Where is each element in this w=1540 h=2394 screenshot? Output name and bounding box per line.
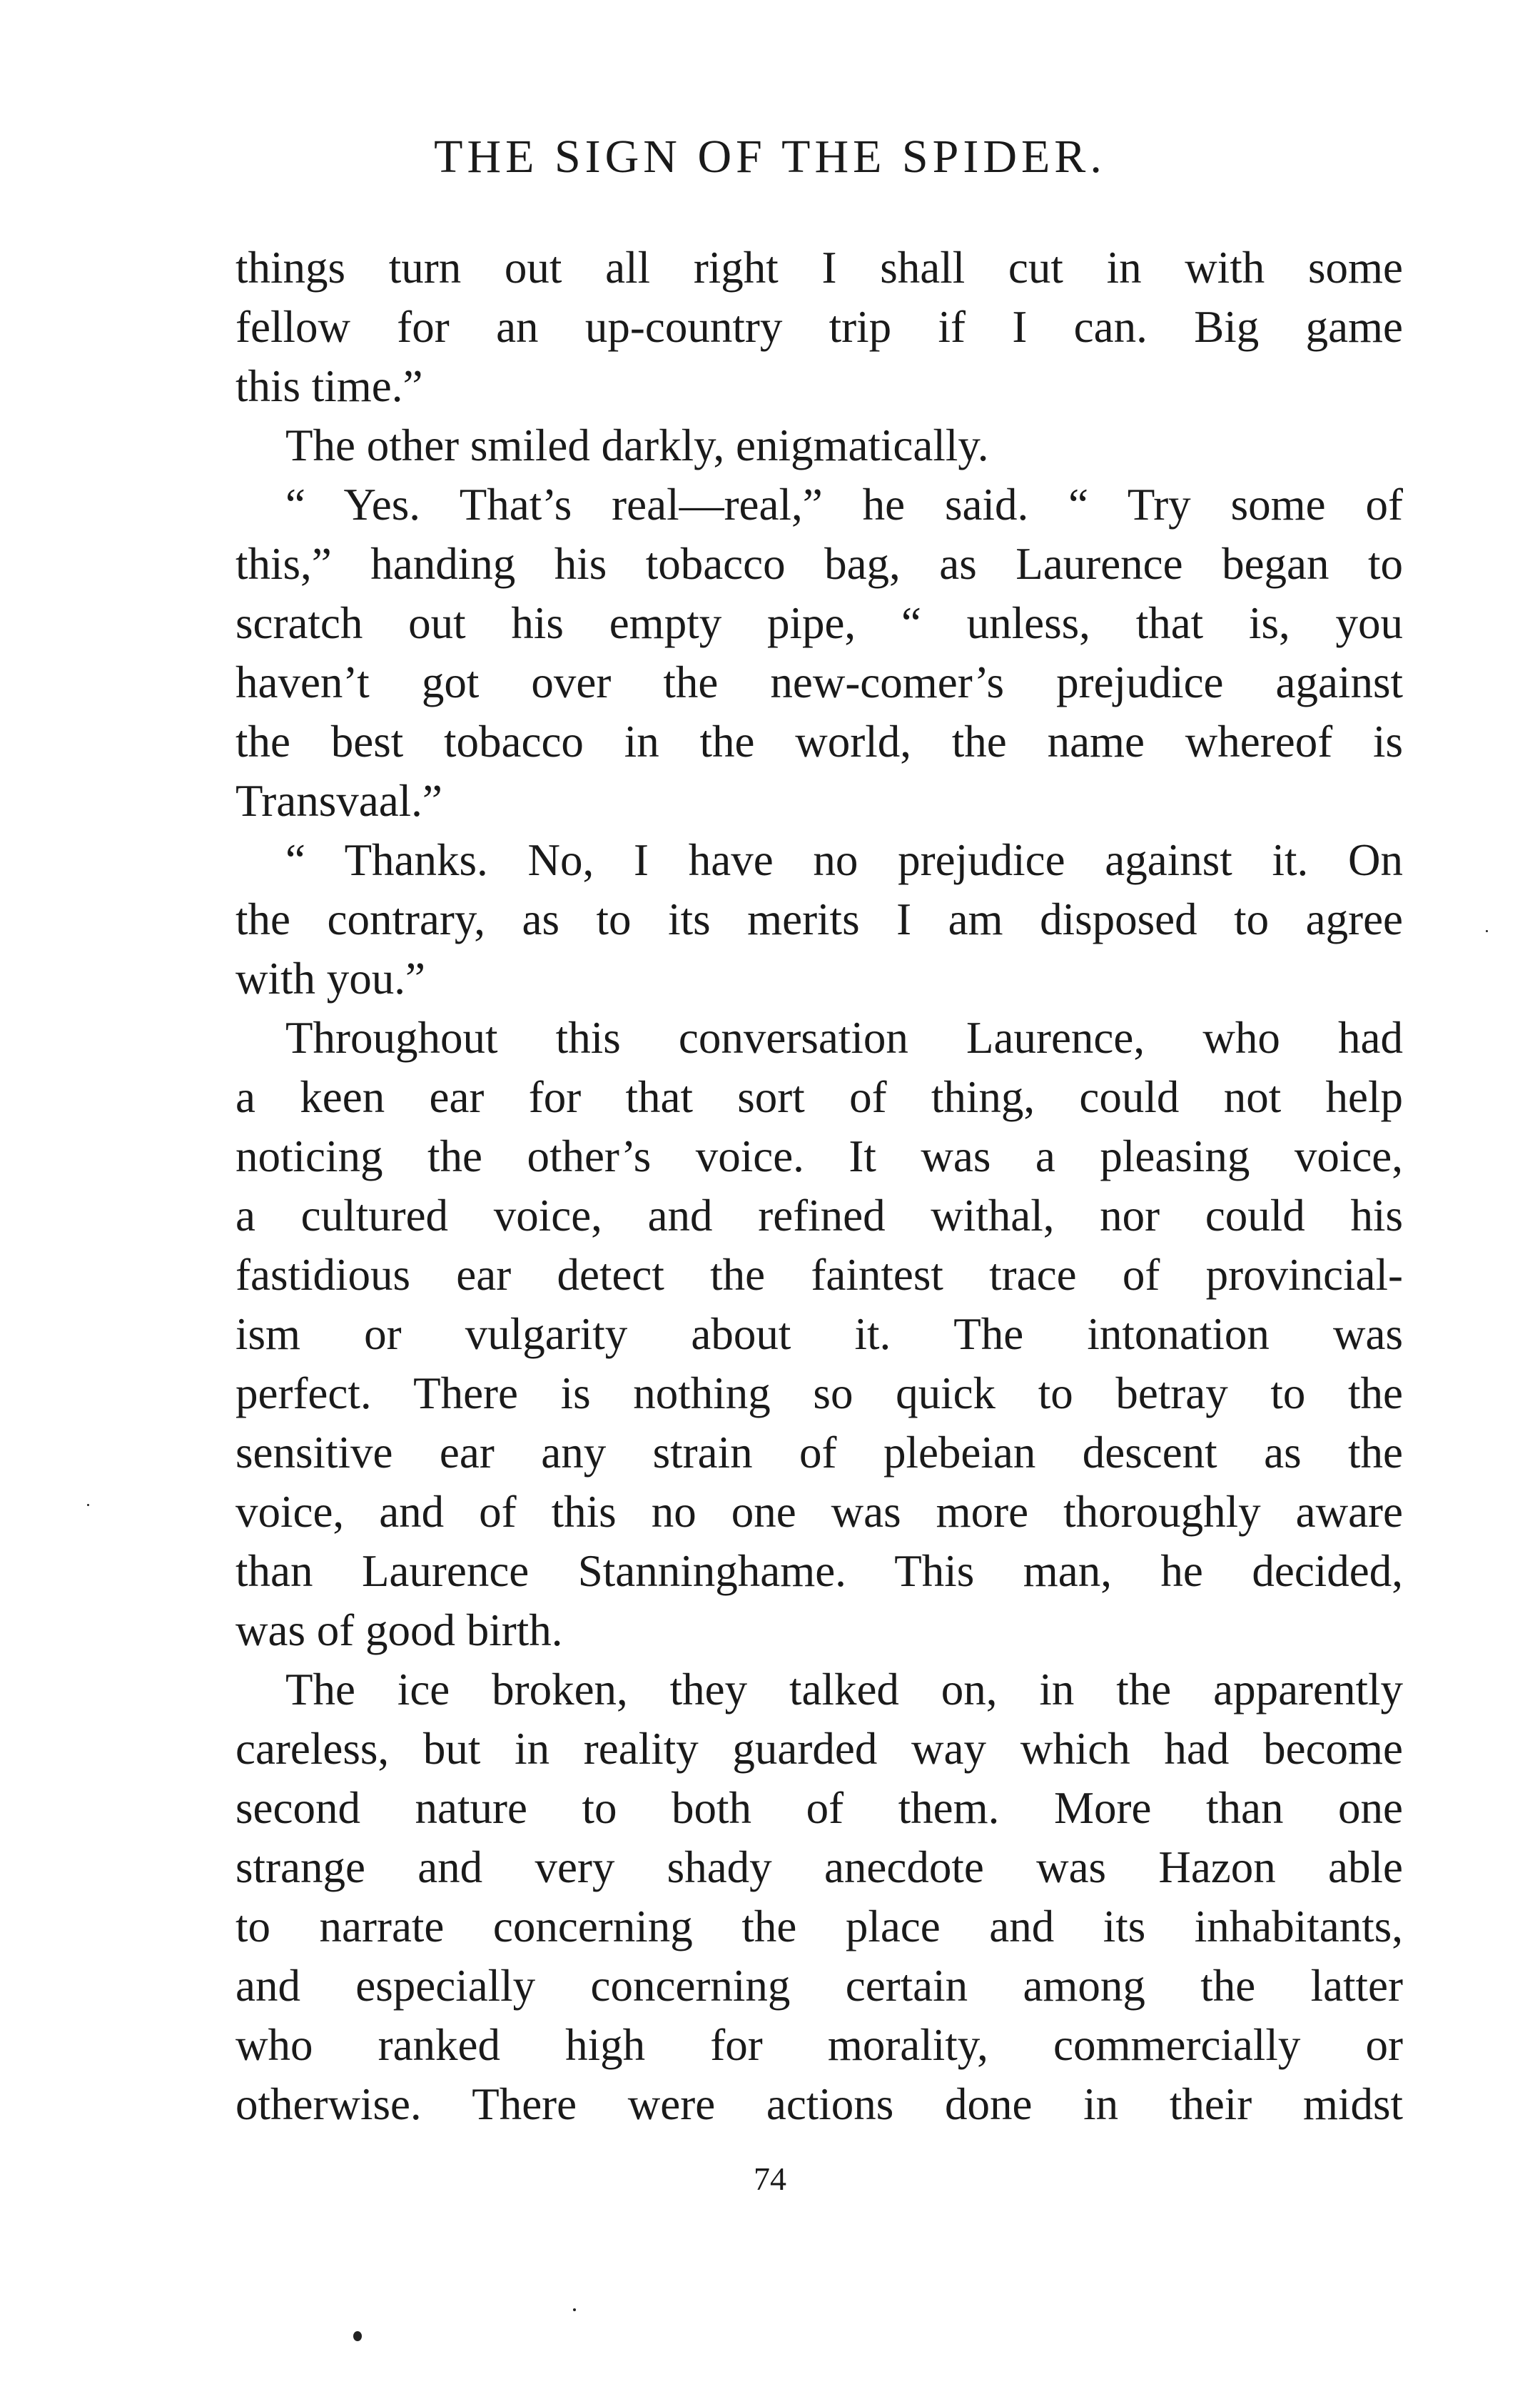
body-text <box>235 238 1403 2134</box>
running-title: THE SIGN OF THE SPIDER. <box>434 131 1106 183</box>
text-line: strange and very shady anecdote was Hazon able <box>235 1842 1403 1892</box>
text-line: sensitive ear any strain of plebeian descent as the <box>235 1428 1403 1478</box>
text-line: this time.” <box>235 361 423 411</box>
text-line: fellow for an up-country trip if I can. Big game <box>235 302 1403 352</box>
text-line: The ice broken, they talked on, in the apparently <box>285 1665 1403 1714</box>
text-line: The other smiled darkly, enigmatically. <box>285 420 989 470</box>
ink-speck <box>1486 930 1488 932</box>
text-line: and especially concerning certain among the latter <box>235 1961 1403 2011</box>
text-line: a cultured voice, and refined withal, nor could his <box>235 1191 1403 1241</box>
text-line: things turn out all right I shall cut in with some <box>235 243 1403 293</box>
text-line: “ Yes. That’s real—real,” he said. “ Try some of <box>285 480 1403 530</box>
text-line: ism or vulgarity about it. The intonation was <box>235 1309 1403 1359</box>
page-number: 74 <box>754 2161 786 2197</box>
text-line: voice, and of this no one was more thoroughly aware <box>235 1487 1403 1537</box>
text-line: who ranked high for morality, commercially or <box>235 2020 1403 2070</box>
text-line: noticing the other’s voice. It was a pleasing voice, <box>235 1131 1403 1181</box>
ink-speck <box>87 1504 89 1506</box>
text-line: than Laurence Stanninghame. This man, he decided, <box>235 1546 1403 1596</box>
text-line: the best tobacco in the world, the name whereof is <box>235 717 1403 767</box>
ink-speck <box>573 2308 576 2311</box>
text-line: perfect. There is nothing so quick to betray to the <box>235 1368 1403 1418</box>
text-line: fastidious ear detect the faintest trace of provincial- <box>235 1250 1403 1300</box>
text-line: a keen ear for that sort of thing, could not help <box>235 1072 1403 1122</box>
text-line: Throughout this conversation Laurence, who had <box>285 1013 1403 1063</box>
text-line: haven’t got over the new-comer’s prejudice against <box>235 657 1403 707</box>
text-line: with you.” <box>235 954 425 1004</box>
text-line: Transvaal.” <box>235 776 442 826</box>
text-line: this,” handing his tobacco bag, as Laurence began to <box>235 539 1403 589</box>
ink-speck <box>353 2331 362 2341</box>
text-line: “ Thanks. No, I have no prejudice against it. On <box>285 835 1403 885</box>
text-line: scratch out his empty pipe, “ unless, that is, you <box>235 598 1403 648</box>
text-line: careless, but in reality guarded way which had become <box>235 1724 1403 1774</box>
text-line: otherwise. There were actions done in their midst <box>235 2079 1403 2129</box>
text-line: was of good birth. <box>235 1605 563 1655</box>
text-line: the contrary, as to its merits I am disposed to agree <box>235 894 1403 944</box>
text-line: second nature to both of them. More than one <box>235 1783 1403 1833</box>
text-line: to narrate concerning the place and its inhabitants, <box>235 1901 1403 1951</box>
